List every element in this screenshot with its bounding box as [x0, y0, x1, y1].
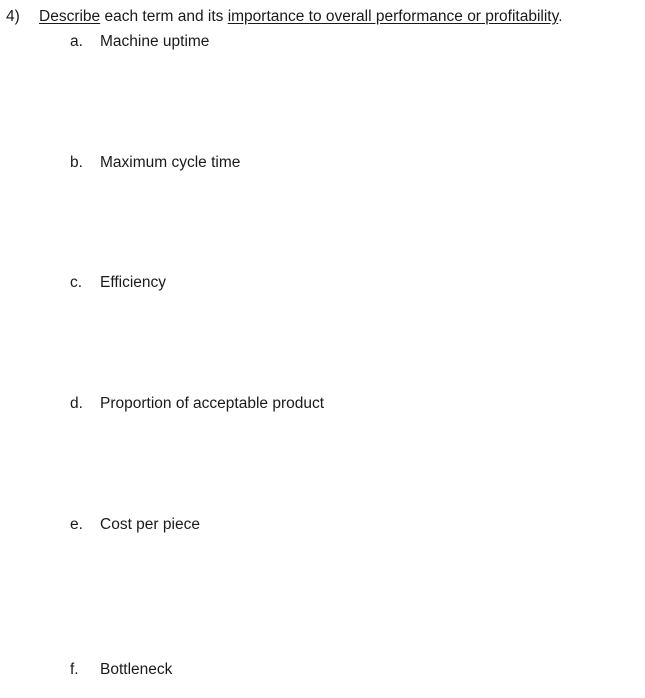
list-item-label: Cost per piece — [100, 516, 200, 533]
list-item-letter: b. — [70, 154, 83, 171]
list-item-a — [70, 33, 209, 51]
list-item-e — [70, 516, 200, 534]
list-item-label: Efficiency — [100, 274, 167, 291]
list-item-d — [70, 395, 324, 413]
list-item-label: Proportion of acceptable product — [100, 395, 325, 412]
list-item-label: Maximum cycle time — [100, 154, 241, 171]
list-item-label: Bottleneck — [100, 661, 173, 678]
question-period: . — [558, 8, 563, 25]
question-number: 4) — [6, 8, 20, 25]
list-item-f — [70, 661, 172, 679]
list-item-b — [70, 154, 240, 172]
question-keyword-describe: Describe — [39, 8, 101, 25]
list-item-label: Machine uptime — [100, 33, 210, 50]
list-item-c — [70, 274, 166, 292]
question-emphasis: importance to overall performance or profitability — [227, 8, 559, 25]
list-item-letter: e. — [70, 516, 83, 533]
list-item-letter: d. — [70, 395, 83, 412]
question-text: each term and its — [100, 8, 228, 25]
list-item-letter: f. — [70, 661, 79, 678]
question-4 — [6, 8, 563, 26]
list-item-letter: c. — [70, 274, 83, 291]
list-item-letter: a. — [70, 33, 83, 50]
